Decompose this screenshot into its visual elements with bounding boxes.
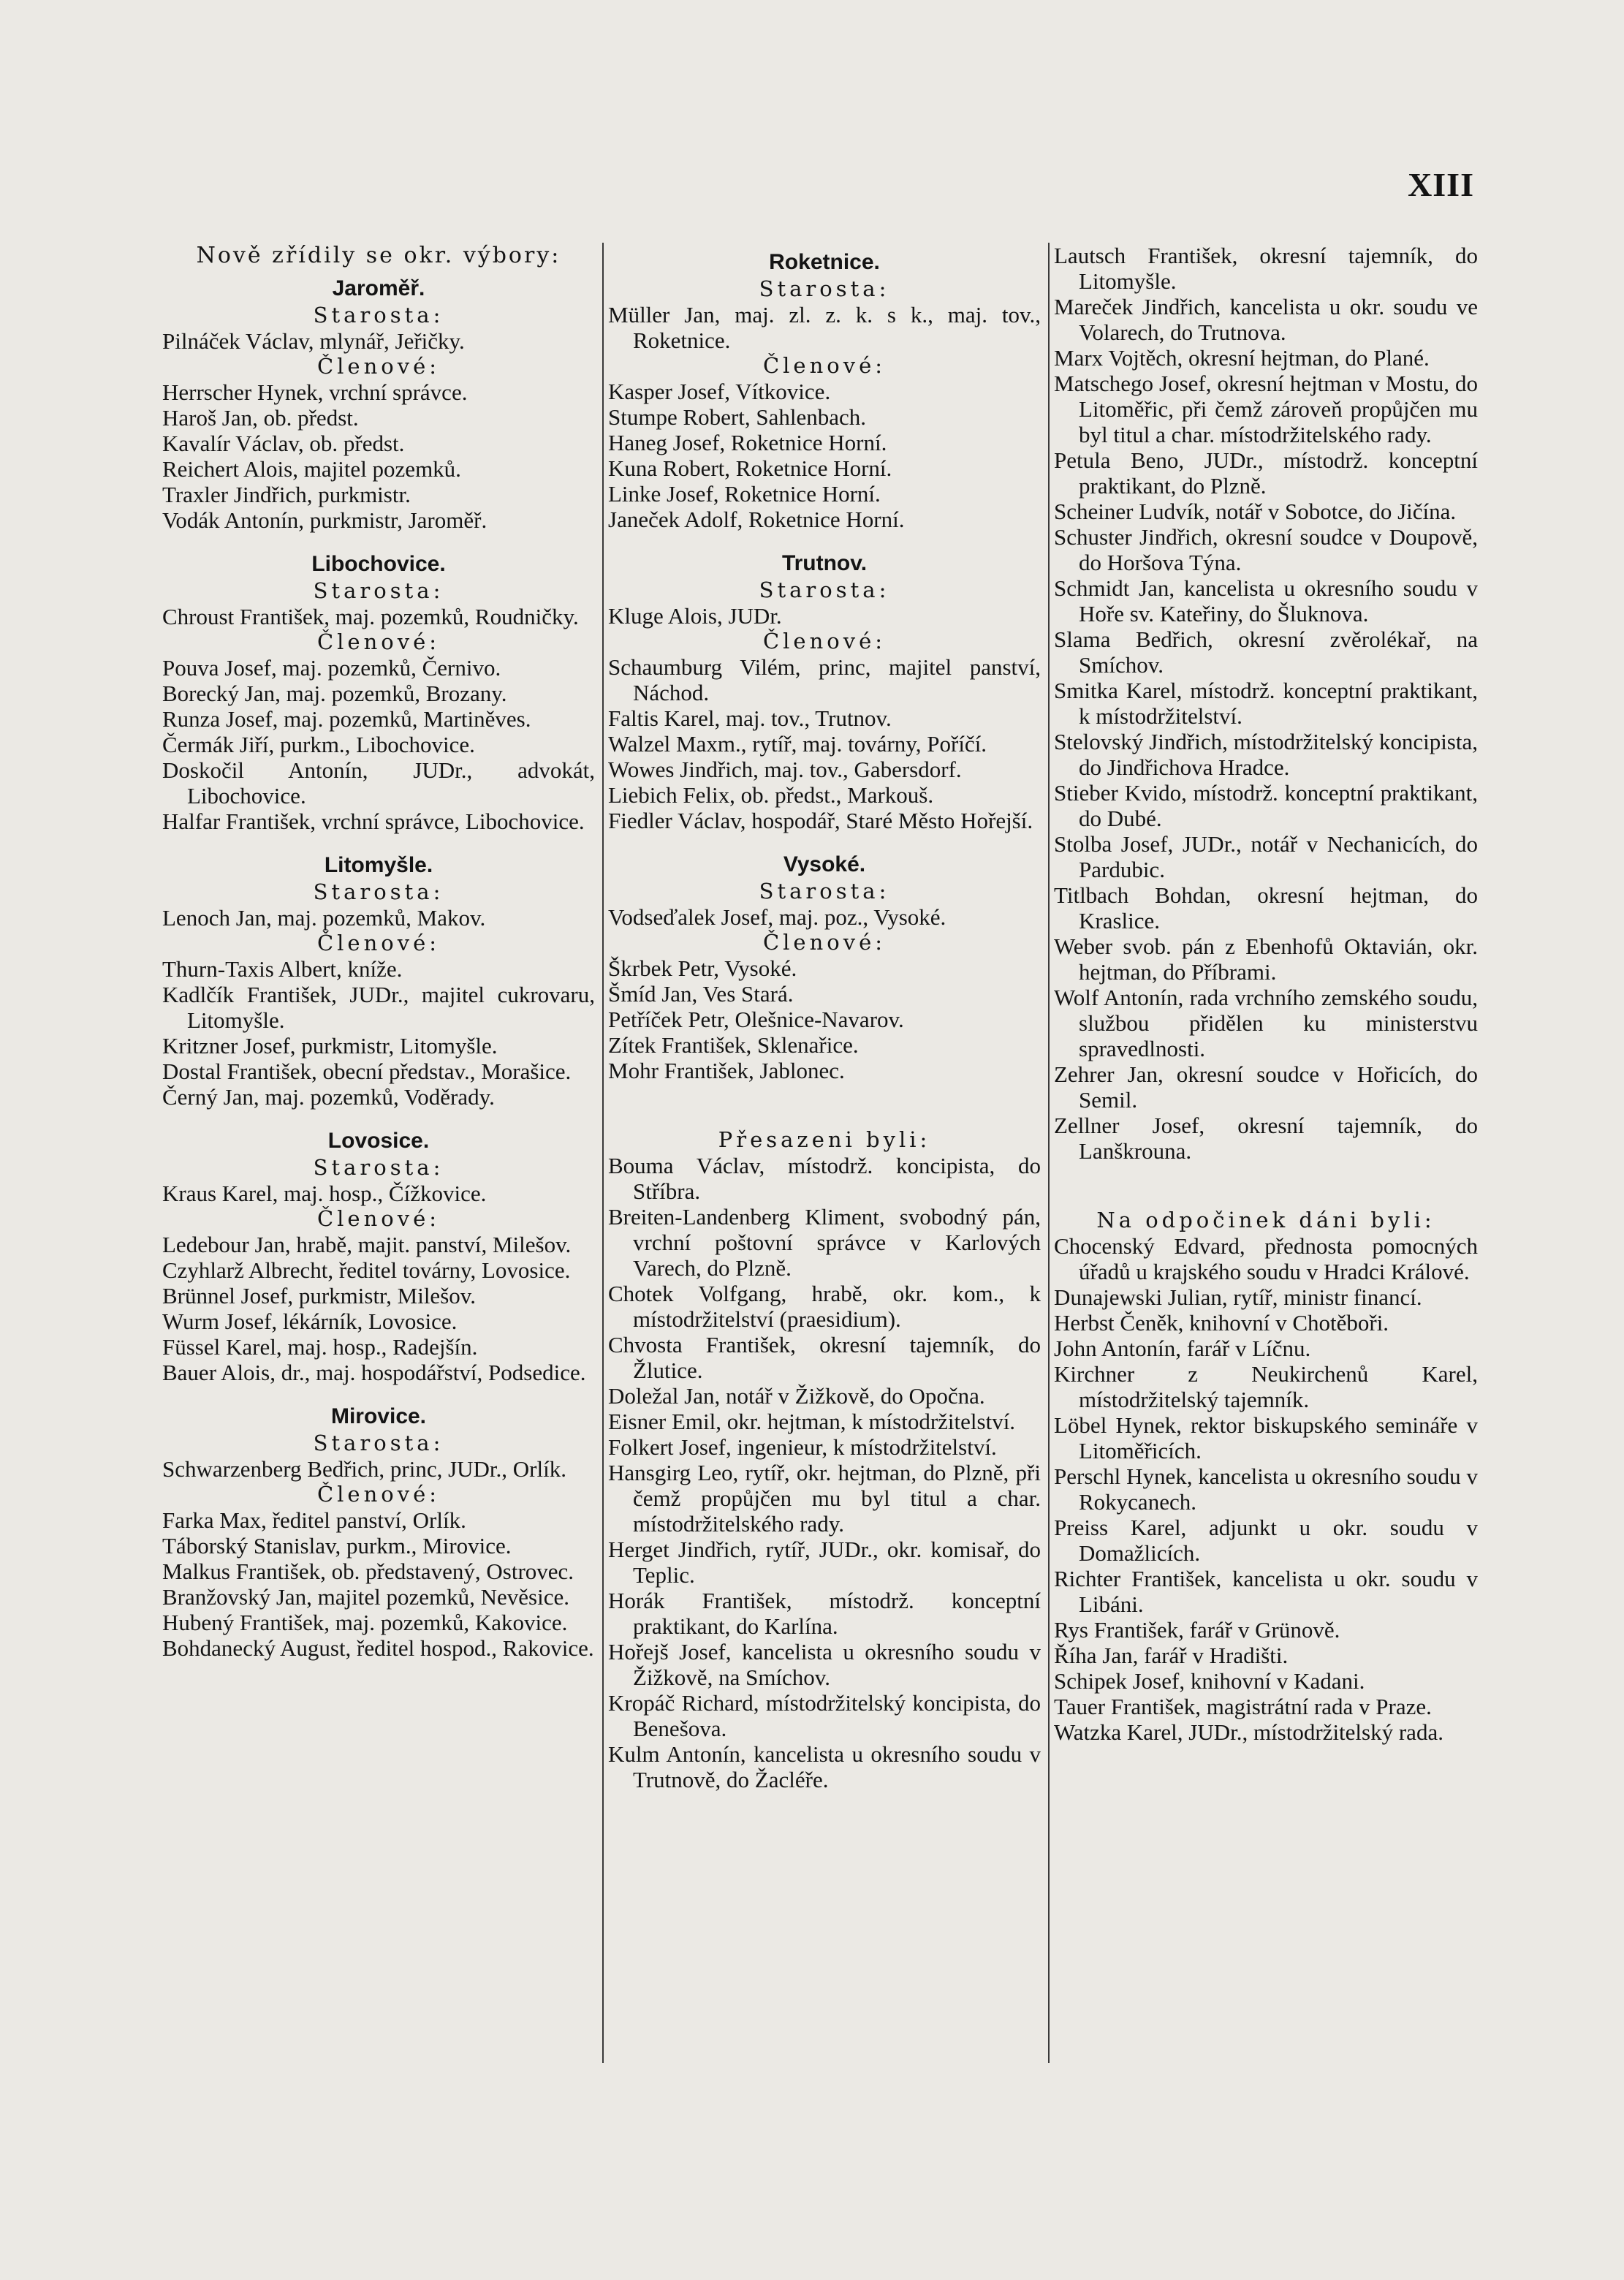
list-item: Wurm Josef, lékárník, Lovosice. bbox=[162, 1308, 458, 1334]
list-item: Schmidt Jan, kancelista u okresního soudu v Hoře sv. Kateřiny, do Šluknova. bbox=[1054, 575, 1478, 626]
list-item: Čermák Jiří, purkm., Libochovice. bbox=[162, 732, 475, 757]
list-item: Kadlčík František, JUDr., majitel cukrovaru, Litomyšle. bbox=[162, 982, 595, 1033]
list-item: Marx Vojtěch, okresní hejtman, do Plané. bbox=[1054, 345, 1430, 371]
list-item: Traxler Jindřich, purkmistr. bbox=[162, 482, 411, 507]
district-section bbox=[608, 852, 1041, 1083]
list-item: Smitka Karel, místodrž. konceptní praktikant, k místodržitelství. bbox=[1054, 678, 1478, 729]
list-item: Říha Jan, farář v Hradišti. bbox=[1054, 1643, 1289, 1668]
district-title: Libochovice. bbox=[311, 552, 446, 576]
list-item: Faltis Karel, maj. tov., Trutnov. bbox=[608, 705, 892, 731]
list-item: Bouma Václav, místodrž. koncipista, do Stříbra. bbox=[608, 1153, 1041, 1204]
district-section bbox=[162, 1129, 595, 1385]
list-item: Doležal Jan, notář v Žižkově, do Opočna. bbox=[608, 1383, 985, 1409]
list-item: Horák František, místodrž. konceptní praktikant, do Karlína. bbox=[608, 1588, 1041, 1639]
list-item: Stelovský Jindřich, místodržitelský koncipista, do Jindřichova Hradce. bbox=[1054, 729, 1478, 780]
clenove-label: Členové: bbox=[316, 931, 441, 955]
district-title: Mirovice. bbox=[330, 1404, 427, 1428]
list-item: Füssel Karel, maj. hosp., Radejšín. bbox=[162, 1334, 478, 1360]
district-section bbox=[162, 552, 595, 834]
list-item: Stumpe Robert, Sahlenbach. bbox=[608, 404, 866, 430]
list-item: Bauer Alois, dr., maj. hospodářství, Podsedice. bbox=[162, 1360, 586, 1385]
list-item: Lenoch Jan, maj. pozemků, Makov. bbox=[162, 905, 486, 931]
list-item: Bohdanecký August, ředitel hospod., Rakovice. bbox=[162, 1635, 594, 1661]
list-item: Petříček Petr, Olešnice-Navarov. bbox=[608, 1007, 904, 1032]
district-section bbox=[608, 551, 1041, 833]
list-item: Schwarzenberg Bedřich, princ, JUDr., Orlík. bbox=[162, 1456, 566, 1482]
list-item: Borecký Jan, maj. pozemků, Brozany. bbox=[162, 681, 507, 706]
list-item: Lautsch František, okresní tajemník, do Litomyšle. bbox=[1054, 243, 1478, 294]
list-item: Kropáč Richard, místodržitelský koncipista, do Benešova. bbox=[608, 1690, 1041, 1741]
column-divider bbox=[1048, 243, 1050, 2063]
list-item: Ledebour Jan, hrabě, majit. panství, Milešov. bbox=[162, 1232, 572, 1257]
list-item: Walzel Maxm., rytíř, maj. továrny, Poříčí. bbox=[608, 731, 987, 757]
list-item: Kraus Karel, maj. hosp., Čížkovice. bbox=[162, 1181, 487, 1206]
list-item: Dunajewski Julian, rytíř, ministr financí. bbox=[1054, 1284, 1422, 1310]
list-item: Weber svob. pán z Ebenhofů Oktavián, okr. hejtman, do Příbrami. bbox=[1054, 933, 1478, 985]
list-item: Dostal František, obecní představ., Morašice. bbox=[162, 1058, 572, 1084]
list-item: Schipek Josef, knihovní v Kadani. bbox=[1054, 1668, 1365, 1694]
page-number: XIII bbox=[1408, 166, 1474, 203]
list-item: Preiss Karel, adjunkt u okr. soudu v Domažlicích. bbox=[1054, 1515, 1478, 1566]
column-divider bbox=[602, 243, 604, 2063]
list-item: Czyhlarž Albrecht, ředitel továrny, Lovosice. bbox=[162, 1257, 571, 1283]
district-section bbox=[608, 250, 1041, 532]
list-item: Brünnel Josef, purkmistr, Milešov. bbox=[162, 1283, 476, 1308]
clenove-label: Členové: bbox=[316, 354, 441, 379]
list-item: Kluge Alois, JUDr. bbox=[608, 603, 782, 629]
list-item: Doskočil Antonín, JUDr., advokát, Libochovice. bbox=[162, 757, 595, 808]
list-item: Matschego Josef, okresní hejtman v Mostu, do Litoměřic, při čemž zároveň propůjčen mu byl titul a char. místodržitelského rady. bbox=[1054, 371, 1478, 447]
list-item: Runza Josef, maj. pozemků, Martiněves. bbox=[162, 706, 531, 732]
list-item: Perschl Hynek, kancelista u okresního soudu v Rokycanech. bbox=[1054, 1463, 1478, 1515]
list-item: Zellner Josef, okresní tajemník, do Lanškrouna. bbox=[1054, 1113, 1478, 1164]
column-left bbox=[162, 243, 595, 1661]
district-title: Litomyšle. bbox=[324, 853, 433, 877]
list-heading: Na odpočinek dáni byli: bbox=[1096, 1208, 1435, 1232]
starosta-label: Starosta: bbox=[313, 303, 444, 327]
starosta-label: Starosta: bbox=[759, 577, 890, 602]
starosta-label: Starosta: bbox=[313, 578, 444, 603]
list-item: Mareček Jindřich, kancelista u okr. soudu ve Volarech, do Trutnova. bbox=[1054, 294, 1478, 345]
district-title: Vysoké. bbox=[783, 852, 866, 876]
list-item: Hubený František, maj. pozemků, Kakovice. bbox=[162, 1610, 568, 1635]
list-item: Kulm Antonín, kancelista u okresního soudu v Trutnově, do Žacléře. bbox=[608, 1741, 1041, 1792]
list-item: Thurn-Taxis Albert, kníže. bbox=[162, 956, 403, 982]
list-item: Hansgirg Leo, rytíř, okr. hejtman, do Plzně, při čemž propůjčen mu byl titul a char. místodržitelského rady. bbox=[608, 1460, 1041, 1537]
list-item: Titlbach Bohdan, okresní hejtman, do Kraslice. bbox=[1054, 882, 1478, 933]
column-right bbox=[1054, 243, 1478, 1745]
list-item: Chotek Volfgang, hrabě, okr. kom., k místodržitelství (praesidium). bbox=[608, 1281, 1041, 1332]
list-item: Richter František, kancelista u okr. soudu v Libáni. bbox=[1054, 1566, 1478, 1617]
list-item: Kasper Josef, Vítkovice. bbox=[608, 379, 831, 404]
list-item: Folkert Josef, ingenieur, k místodržitelství. bbox=[608, 1434, 997, 1460]
list-item: Halfar František, vrchní správce, Libochovice. bbox=[162, 808, 585, 834]
list-item: Scheiner Ludvík, notář v Sobotce, do Jičína. bbox=[1054, 499, 1457, 524]
list-item: Kuna Robert, Roketnice Horní. bbox=[608, 455, 892, 481]
list-item: Chocenský Edvard, přednosta pomocných úřadů u krajského soudu v Hradci Králové. bbox=[1054, 1233, 1478, 1284]
list-item: Watzka Karel, JUDr., místodržitelský rada. bbox=[1054, 1719, 1443, 1745]
list-item: Chvosta František, okresní tajemník, do Žlutice. bbox=[608, 1332, 1041, 1383]
list-item: Müller Jan, maj. zl. z. k. s k., maj. tov., Roketnice. bbox=[608, 302, 1041, 353]
starosta-label: Starosta: bbox=[759, 276, 890, 301]
clenove-label: Členové: bbox=[762, 353, 887, 378]
district-section bbox=[162, 1404, 595, 1661]
list-item: Černý Jan, maj. pozemků, Voděrady. bbox=[162, 1084, 495, 1110]
list-item: Tauer František, magistrátní rada v Praze. bbox=[1054, 1694, 1432, 1719]
list-item: Šmíd Jan, Ves Stará. bbox=[608, 981, 794, 1007]
list-item: Herrscher Hynek, vrchní správce. bbox=[162, 379, 468, 405]
district-section bbox=[162, 853, 595, 1110]
list-item: Wolf Antonín, rada vrchního zemského soudu, službou přidělen ku ministerstvu spravedlnosti. bbox=[1054, 985, 1478, 1061]
list-item: Janeček Adolf, Roketnice Horní. bbox=[608, 507, 905, 532]
list-item: Vodseďalek Josef, maj. poz., Vysoké. bbox=[608, 904, 946, 930]
district-title: Lovosice. bbox=[327, 1129, 430, 1153]
list-item: Zehrer Jan, okresní soudce v Hořicích, do Semil. bbox=[1054, 1061, 1478, 1113]
list-item: Herbst Čeněk, knihovní v Chotěboři. bbox=[1054, 1310, 1389, 1336]
list-item: Hořejš Josef, kancelista u okresního soudu v Žižkově, na Smíchov. bbox=[608, 1639, 1041, 1690]
starosta-label: Starosta: bbox=[313, 1155, 444, 1180]
list-item: Schaumburg Vilém, princ, majitel panství, Náchod. bbox=[608, 654, 1041, 705]
list-item: Škrbek Petr, Vysoké. bbox=[608, 955, 797, 981]
column-heading: Nově zřídily se okr. výbory: bbox=[196, 243, 561, 268]
list-item: Slama Bedřich, okresní zvěrolékař, na Smíchov. bbox=[1054, 626, 1478, 678]
district-title: Jaroměř. bbox=[332, 276, 425, 300]
list-item: Schuster Jindřich, okresní soudce v Doupově, do Horšova Týna. bbox=[1054, 524, 1478, 575]
list-item: Stolba Josef, JUDr., notář v Nechanicích, do Pardubic. bbox=[1054, 831, 1478, 882]
list-item: Malkus František, ob. představený, Ostrovec. bbox=[162, 1558, 574, 1584]
starosta-label: Starosta: bbox=[759, 879, 890, 904]
list-item: Breiten-Landenberg Kliment, svobodný pán, vrchní poštovní správce v Karlových Varech, do Plzně. bbox=[608, 1204, 1041, 1281]
list-item: Linke Josef, Roketnice Horní. bbox=[608, 481, 881, 507]
list-item: Fiedler Václav, hospodář, Staré Město Hořejší. bbox=[608, 808, 1033, 833]
list-item: Kritzner Josef, purkmistr, Litomyšle. bbox=[162, 1033, 498, 1058]
list-item: Reichert Alois, majitel pozemků. bbox=[162, 456, 461, 482]
list-item: Wowes Jindřich, maj. tov., Gabersdorf. bbox=[608, 757, 962, 782]
list-item: Rys František, farář v Grünově. bbox=[1054, 1617, 1340, 1643]
list-item: Haroš Jan, ob. předst. bbox=[162, 405, 359, 431]
list-item: Kirchner z Neukirchenů Karel, místodržitelský tajemník. bbox=[1054, 1361, 1478, 1412]
list-item: Stieber Kvido, místodrž. konceptní praktikant, do Dubé. bbox=[1054, 780, 1478, 831]
starosta-label: Starosta: bbox=[313, 1431, 444, 1455]
list-item: John Antonín, farář v Líčnu. bbox=[1054, 1336, 1311, 1361]
list-item: Chroust František, maj. pozemků, Roudničky. bbox=[162, 604, 579, 629]
clenove-label: Členové: bbox=[762, 930, 887, 955]
list-item: Petula Beno, JUDr., místodrž. konceptní praktikant, do Plzně. bbox=[1054, 447, 1478, 499]
list-item: Liebich Felix, ob. předst., Markouš. bbox=[608, 782, 934, 808]
list-item: Pouva Josef, maj. pozemků, Černivo. bbox=[162, 655, 501, 681]
list-item: Haneg Josef, Roketnice Horní. bbox=[608, 430, 887, 455]
list-item: Eisner Emil, okr. hejtman, k místodržitelství. bbox=[608, 1409, 1016, 1434]
list-item: Löbel Hynek, rektor biskupského semináře v Litoměřicích. bbox=[1054, 1412, 1478, 1463]
list-item: Mohr František, Jablonec. bbox=[608, 1058, 845, 1083]
list-item: Táborský Stanislav, purkm., Mirovice. bbox=[162, 1533, 512, 1558]
list-item: Kavalír Václav, ob. předst. bbox=[162, 431, 405, 456]
list-item: Farka Max, ředitel panství, Orlík. bbox=[162, 1507, 466, 1533]
list-heading: Přesazeni byli: bbox=[718, 1127, 931, 1152]
list-item: Branžovský Jan, majitel pozemků, Nevěsice. bbox=[162, 1584, 569, 1610]
list-item: Zítek František, Sklenařice. bbox=[608, 1032, 859, 1058]
district-title: Roketnice. bbox=[769, 250, 880, 274]
clenove-label: Členové: bbox=[762, 629, 887, 654]
clenove-label: Členové: bbox=[316, 1482, 441, 1507]
district-section bbox=[162, 276, 595, 533]
clenove-label: Členové: bbox=[316, 629, 441, 654]
district-title: Trutnov. bbox=[781, 551, 868, 575]
starosta-label: Starosta: bbox=[313, 879, 444, 904]
list-item: Vodák Antonín, purkmistr, Jaroměř. bbox=[162, 507, 487, 533]
list-item: Pilnáček Václav, mlynář, Jeřičky. bbox=[162, 328, 465, 354]
list-item: Herget Jindřich, rytíř, JUDr., okr. komisař, do Teplic. bbox=[608, 1537, 1041, 1588]
column-middle bbox=[608, 243, 1041, 1792]
clenove-label: Členové: bbox=[316, 1206, 441, 1231]
